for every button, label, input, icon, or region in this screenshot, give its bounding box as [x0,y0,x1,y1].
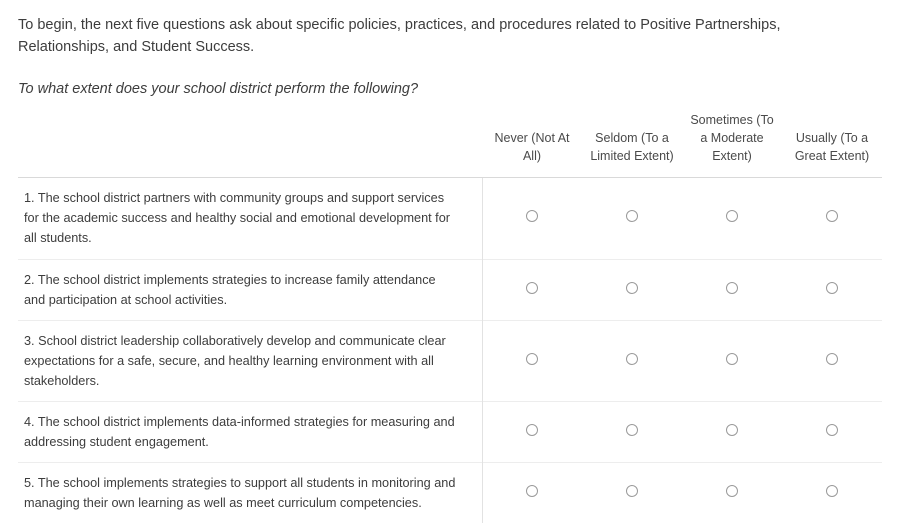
table-row [18,462,882,523]
radio-button-icon[interactable] [826,210,838,222]
radio-button-icon[interactable] [826,282,838,294]
radio-cell-q2-o1[interactable] [482,259,582,320]
radio-button-icon[interactable] [826,424,838,436]
radio-cell-q2-o4[interactable] [782,259,882,320]
radio-button-icon[interactable] [526,210,538,222]
matrix-header-option-3: Sometimes (To a Moderate Extent) [682,111,782,178]
radio-button-icon[interactable] [626,485,638,497]
intro-text: To begin, the next five questions ask about specific policies, practices, and procedures related to Positive Partnerships, Relationships, and Student Success. [18,17,781,56]
table-row [18,320,882,401]
survey-matrix-table [18,111,882,523]
radio-cell-q1-o3[interactable] [682,178,782,259]
matrix-header-option-1: Never (Not At All) [482,111,582,178]
radio-button-icon[interactable] [626,424,638,436]
radio-button-icon[interactable] [626,282,638,294]
radio-cell-q2-o3[interactable] [682,259,782,320]
radio-button-icon[interactable] [526,282,538,294]
radio-cell-q4-o2[interactable] [582,401,682,462]
radio-cell-q5-o1[interactable] [482,462,582,523]
table-row [18,259,882,320]
radio-button-icon[interactable] [626,210,638,222]
question-text-3: 3. School district leadership collaboratively develop and communicate clear expectations for a safe, secure, and healthy learning environment with all stakeholders. [18,320,482,401]
radio-button-icon[interactable] [526,424,538,436]
radio-cell-q4-o1[interactable] [482,401,582,462]
question-prompt: To what extent does your school district perform the following? [18,80,419,97]
radio-cell-q3-o2[interactable] [582,320,682,401]
radio-cell-q1-o4[interactable] [782,178,882,259]
radio-cell-q5-o4[interactable] [782,462,882,523]
radio-button-icon[interactable] [626,353,638,365]
radio-button-icon[interactable] [726,353,738,365]
radio-cell-q5-o2[interactable] [582,462,682,523]
question-text-5: 5. The school implements strategies to support all students in monitoring and managing their own learning as well as meet curriculum competencies. [18,462,482,523]
table-row [18,401,882,462]
radio-cell-q3-o1[interactable] [482,320,582,401]
radio-cell-q1-o1[interactable] [482,178,582,259]
question-text-1: 1. The school district partners with community groups and support services for the academic success and healthy social and emotional development for all students. [18,178,482,259]
radio-cell-q4-o3[interactable] [682,401,782,462]
radio-cell-q2-o2[interactable] [582,259,682,320]
question-text-2: 2. The school district implements strategies to increase family attendance and participation at school activities. [18,259,482,320]
table-row [18,178,882,259]
matrix-header-option-4: Usually (To a Great Extent) [782,111,882,178]
radio-cell-q5-o3[interactable] [682,462,782,523]
question-text-4: 4. The school district implements data-informed strategies for measuring and addressing student engagement. [18,401,482,462]
radio-cell-q4-o4[interactable] [782,401,882,462]
matrix-header-blank [18,111,482,178]
radio-cell-q3-o4[interactable] [782,320,882,401]
radio-button-icon[interactable] [726,282,738,294]
radio-button-icon[interactable] [726,485,738,497]
radio-button-icon[interactable] [826,485,838,497]
radio-button-icon[interactable] [826,353,838,365]
matrix-header-row [18,111,882,178]
radio-button-icon[interactable] [526,485,538,497]
radio-button-icon[interactable] [726,424,738,436]
radio-cell-q1-o2[interactable] [582,178,682,259]
matrix-header-option-2: Seldom (To a Limited Extent) [582,111,682,178]
radio-button-icon[interactable] [526,353,538,365]
radio-cell-q3-o3[interactable] [682,320,782,401]
radio-button-icon[interactable] [726,210,738,222]
